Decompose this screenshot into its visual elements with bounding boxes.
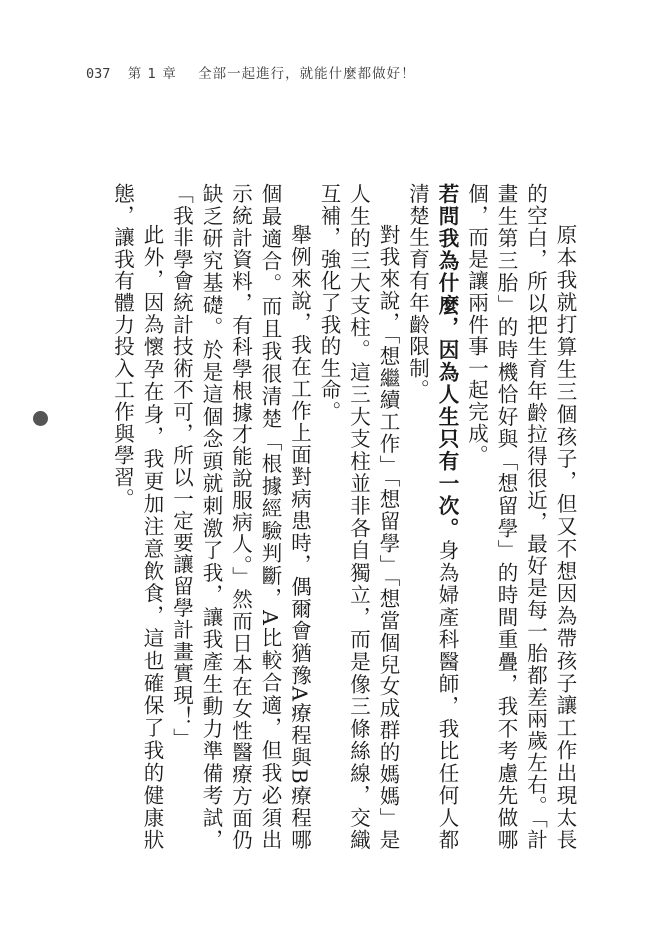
vertical-body-text [107,183,579,851]
paragraph-5: 此外，因為懷孕在身，我更加注意飲食，這也確保了我的健康狀態，讓我有體力投入工作與學習。 [110,183,164,851]
paragraph-3: 對我來說，「想繼續工作」「想留學」「想當個兒女成群的媽媽」是人生的三大支柱。這三大支柱並非各自獨立，而是像三條絲線，交織互補，強化了我的生命。 [317,183,400,851]
running-head [86,62,416,82]
page-number: 037 [86,66,111,82]
paragraph-2 [402,183,461,851]
paragraph-1: 原本我就打算生三個孩子，但又不想因為帶孩子讓工作出現太長的空白，所以把生育年齡拉得很近，最好是每一胎都差兩歲左右。「計畫生第三胎」的時機恰好與「想留學」的時間重疊，我不考慮先做哪個，而是讓兩件事一起完成。 [464,183,577,851]
chapter-label: 第 1 章 [127,66,177,82]
chapter-title: 全部一起進行，就能什麼都做好！ [198,66,416,82]
page-edge-marker [33,411,48,426]
paragraph-2-rest: 身為婦產科醫師，我比任何人都清楚生育有年齡限制。 [405,183,459,851]
paragraph-4: 舉例來說，我在工作上面對病患時，偶爾會猶豫A療程與B療程哪個最適合。而且我很清楚「根據經驗判斷，A比較合適，但我必須出示統計資料，有科學根據才能說服病人。」然而日本在女性醫療方面仍缺乏研究基礎。於是這個念頭就刺激了我，讓我產生動力準備考試，「我非學會統計技術不可，所以一定要讓留學計畫實現！」 [169,183,312,851]
paragraph-2-emphasis: 若問我為什麼，因為人生只有一次。 [435,183,459,540]
